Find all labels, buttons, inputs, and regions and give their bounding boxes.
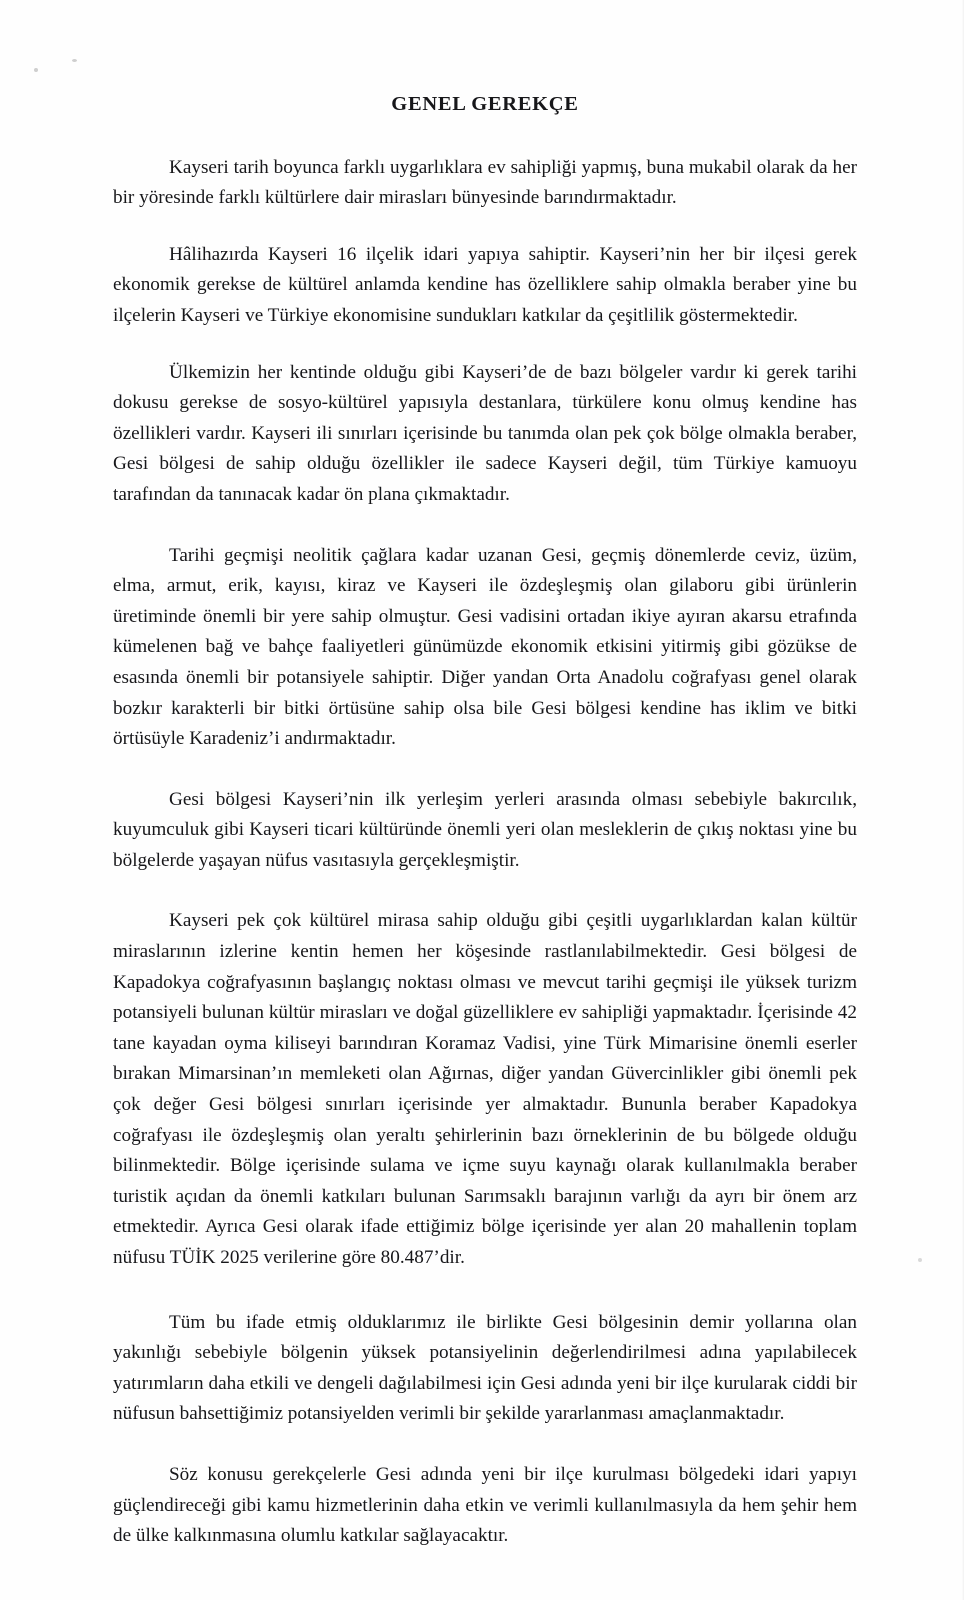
paragraph-4: Tarihi geçmişi neolitik çağlara kadar uzanan Gesi, geçmiş dönemlerde ceviz, üzüm, elma, armut, erik, kayısı, kiraz ve Kayseri ile özdeşleşmiş olan gilaboru gibi ürünlerin üretiminde önemli bir yere sahip olmuştur. Gesi vadisini ortadan ikiye ayıran akarsu etrafında kümelenen bağ ve bahçe faaliyetleri günümüzde ekonomik etkisini yitirmiş gibi gözükse de esasında önemli bir potansiyele sahiptir. Diğer yandan Orta Anadolu coğrafyası genel olarak bozkır karakterli bir bitki örtüsüne sahip olsa bile Gesi bölgesi kendine has iklim ve bitki örtüsüyle Karadeniz’i andırmaktadır.: [113, 544, 857, 750]
scan-speck: [34, 68, 38, 72]
scan-speck: [72, 59, 77, 62]
document-body: [113, 153, 857, 1552]
document-title: GENEL GEREKÇE: [391, 93, 579, 115]
paragraph-8: Söz konusu gerekçelerle Gesi adında yeni bir ilçe kurulması bölgedeki idari yapıyı güçlendireceği gibi kamu hizmetlerinin daha etkin ve verimli kullanılmasıyla da hem şehir hem de ülke kalkınmasına olumlu katkılar sağlayacaktır.: [113, 1463, 857, 1547]
paragraph-2: Hâlihazırda Kayseri 16 ilçelik idari yapıya sahiptir. Kayseri’nin her bir ilçesi gerek ekonomik gerekse de kültürel anlamda kendine has özelliklere sahip olmakla beraber yine bu ilçelerin Kayseri ve Türkiye ekonomisine sundukları katkılar da çeşitlilik göstermektedir.: [113, 243, 857, 326]
scan-page-border: [964, 0, 971, 1600]
paragraph-7: Tüm bu ifade etmiş olduklarımız ile birlikte Gesi bölgesinin demir yollarına olan yakınlığı sebebiyle bölgenin yüksek potansiyelinin değerlendirilmesi adına yapılabilecek yatırımların daha etkili ve dengeli dağılabilmesi için Gesi adında yeni bir ilçe kurularak ciddi bir nüfusun bahsettiğimiz potansiyelden verimli bir şekilde yararlanması amaçlanmaktadır.: [113, 1311, 857, 1425]
scan-speck: [918, 1258, 922, 1262]
paragraph-5: Gesi bölgesi Kayseri’nin ilk yerleşim yerleri arasında olması sebebiyle bakırcılık, kuyumculuk gibi Kayseri ticari kültüründe önemli yeri olan mesleklerin de çıkış noktası yine bu bölgelerde yaşayan nüfus vasıtasıyla gerçekleşmiştir.: [113, 788, 857, 871]
paragraph-1: Kayseri tarih boyunca farklı uygarlıklara ev sahipliği yapmış, buna mukabil olarak da her bir yöresinde farklı kültürlere dair mirasları bünyesinde barındırmaktadır.: [113, 156, 857, 209]
paragraph-6: Kayseri pek çok kültürel mirasa sahip olduğu gibi çeşitli uygarlıklardan kalan kültür miraslarının izlerine kentin hemen her köşesinde rastlanılabilmektedir. Gesi bölgesi de Kapadokya coğrafyasının başlangıç noktası olması ve mevcut tarihi geçmişi ile yüksek turizm potansiyeli bulunan kültür mirasları ve doğal güzelliklere ev sahipliği yapmaktadır. İçerisinde 42 tane kayadan oyma kiliseyi barındıran Koramaz Vadisi, yine Türk Mimarisine önemli eserler bırakan Mimarsinan’ın memleketi olan Ağırnas, diğer yandan Güvercinlikler gibi önemli pek çok değer Gesi bölgesi sınırları içerisinde yer almaktadır. Bununla beraber Kapadokya coğrafyası ile özdeşleşmiş olan yeraltı şehirlerinin bazı örneklerinin de bu bölgede olduğu bilinmektedir. Bölge içerisinde sulama ve içme suyu kaynağı olarak kullanılmakla beraber turistik açıdan da önemli katkıları bulunan Sarımsaklı barajının varlığı da ayrı bir önem arz etmektedir. Ayrıca Gesi olarak ifade ettiğimiz bölge içerisinde yer alan 20 mahallenin toplam nüfusu TÜİK 2025 verilerine göre 80.487’dir.: [113, 910, 857, 1268]
document-content: [113, 0, 857, 1552]
paragraph-3: Ülkemizin her kentinde olduğu gibi Kayseri’de de bazı bölgeler vardır ki gerek tarihi dokusu gerekse de sosyo-kültürel yapısıyla destanlara, türkülere konu olmuş kendine has özellikleri vardır. Kayseri ili sınırları içerisinde bu tanımda olan pek çok bölge olmakla beraber, Gesi bölgesi de sahip olduğu özellikler ile sadece Kayseri değil, tüm Türkiye kamuoyu tarafından da tanınacak kadar ön plana çıkmaktadır.: [113, 361, 857, 505]
